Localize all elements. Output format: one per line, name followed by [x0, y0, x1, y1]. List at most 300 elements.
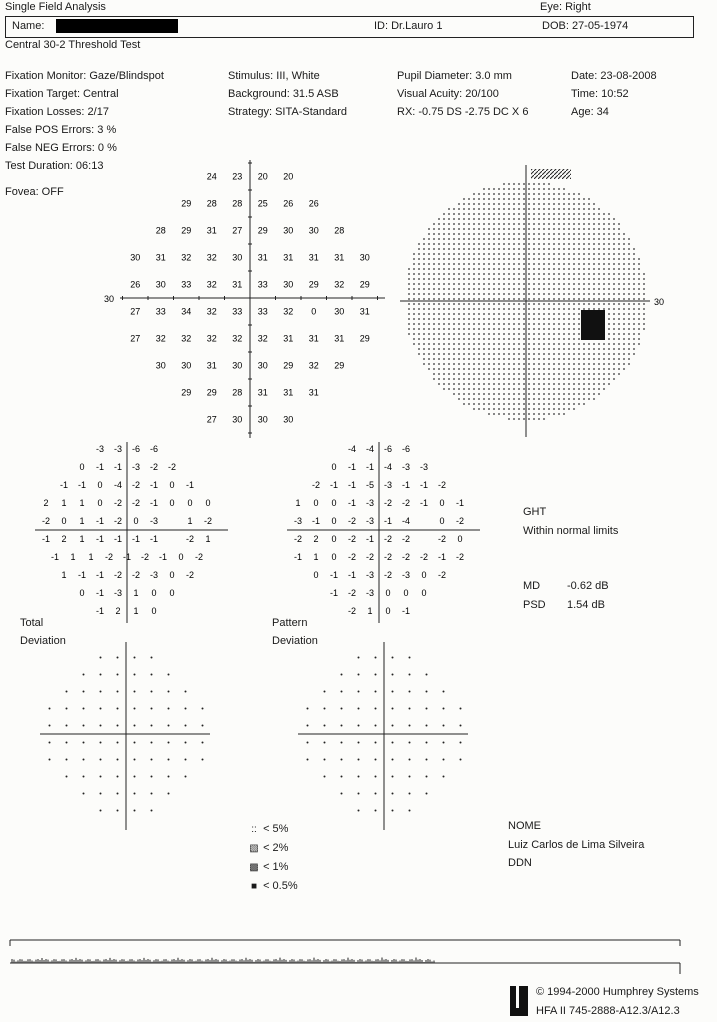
gray-dot	[488, 248, 490, 250]
gray-dot	[428, 258, 430, 260]
gray-dot	[553, 413, 555, 415]
threshold-value: 20	[283, 171, 294, 182]
gray-dot	[488, 328, 490, 330]
total-deviation-value: -1	[41, 534, 51, 544]
gray-dot	[633, 308, 635, 310]
probability-dot	[443, 708, 445, 710]
gray-dot	[548, 368, 550, 370]
gray-dot	[618, 338, 620, 340]
gray-dot	[448, 373, 450, 375]
gray-dot	[473, 198, 475, 200]
probability-dot	[341, 776, 343, 778]
threshold-value: 31	[283, 333, 294, 344]
gray-dot	[578, 403, 580, 405]
gray-dot	[583, 403, 585, 405]
gray-dot	[528, 218, 530, 220]
gray-dot	[438, 248, 440, 250]
gray-dot	[568, 193, 570, 195]
gray-dot	[443, 253, 445, 255]
gray-dot	[503, 368, 505, 370]
params-col3	[397, 67, 528, 121]
gray-dot	[523, 348, 525, 350]
gray-dot	[603, 263, 605, 265]
gray-dot	[623, 298, 625, 300]
gray-dot	[583, 348, 585, 350]
gray-dot	[598, 368, 600, 370]
pattern-deviation-value: -2	[383, 498, 393, 508]
gray-dot	[573, 258, 575, 260]
gray-dot	[563, 328, 565, 330]
gray-dot	[523, 268, 525, 270]
gray-dot	[548, 278, 550, 280]
gray-dot	[443, 333, 445, 335]
gray-dot	[468, 208, 470, 210]
gray-dot	[508, 413, 510, 415]
gray-dot	[488, 188, 490, 190]
gray-dot	[408, 298, 410, 300]
probability-dot	[117, 776, 119, 778]
gray-dot	[438, 283, 440, 285]
gray-dot	[573, 383, 575, 385]
threshold-value: 29	[308, 279, 319, 290]
probability-dot	[392, 708, 394, 710]
gray-dot	[458, 358, 460, 360]
pattern-deviation-numbers	[282, 440, 482, 625]
gray-dot	[523, 238, 525, 240]
gray-dot	[638, 318, 640, 320]
threshold-value: 32	[257, 333, 268, 344]
gray-dot	[413, 343, 415, 345]
gray-dot	[563, 288, 565, 290]
gray-dot	[553, 223, 555, 225]
gray-dot	[578, 358, 580, 360]
gray-dot	[583, 393, 585, 395]
gray-dot	[533, 278, 535, 280]
gray-dot	[628, 353, 630, 355]
gray-dot	[463, 398, 465, 400]
gray-dot	[638, 293, 640, 295]
gray-dot	[558, 318, 560, 320]
probability-dot	[168, 691, 170, 693]
gray-dot	[468, 393, 470, 395]
pattern-deviation-value: -3	[293, 516, 303, 526]
ght-label: GHT	[523, 506, 547, 518]
pattern-deviation-value: 1	[295, 498, 301, 508]
gray-dot	[603, 358, 605, 360]
gray-dot	[503, 373, 505, 375]
gray-dot	[593, 383, 595, 385]
gray-dot	[618, 278, 620, 280]
gray-dot	[513, 338, 515, 340]
gray-dot	[633, 303, 635, 305]
gray-dot	[533, 283, 535, 285]
gray-dot	[493, 253, 495, 255]
total-deviation-value: -3	[95, 444, 105, 454]
gray-dot	[498, 293, 500, 295]
threshold-value: 31	[257, 252, 268, 263]
probability-dot	[151, 674, 153, 676]
gray-dot	[508, 198, 510, 200]
gray-dot	[503, 303, 505, 305]
total-deviation-value: 0	[79, 462, 85, 472]
probability-dot	[168, 742, 170, 744]
gray-dot	[498, 358, 500, 360]
gray-dot	[428, 328, 430, 330]
gray-dot	[558, 293, 560, 295]
gray-dot	[618, 333, 620, 335]
gray-dot	[473, 248, 475, 250]
gray-dot	[473, 373, 475, 375]
gray-dot	[483, 358, 485, 360]
probability-dot	[83, 691, 85, 693]
pattern-deviation-value: -4	[401, 516, 411, 526]
gray-dot	[613, 233, 615, 235]
gray-dot	[413, 313, 415, 315]
gray-dot	[473, 358, 475, 360]
gray-dot	[453, 238, 455, 240]
gray-dot	[603, 288, 605, 290]
gray-dot	[593, 303, 595, 305]
gray-dot	[458, 348, 460, 350]
gray-dot	[573, 213, 575, 215]
test-time: Time: 10:52	[571, 88, 629, 100]
total-deviation-value: -2	[131, 498, 141, 508]
probability-dot	[151, 793, 153, 795]
gray-dot	[478, 388, 480, 390]
probability-dot	[341, 725, 343, 727]
gray-dot	[608, 243, 610, 245]
probability-dot	[443, 725, 445, 727]
gray-dot	[473, 398, 475, 400]
threshold-value: 27	[130, 306, 141, 317]
gray-dot	[473, 343, 475, 345]
gray-dot	[543, 298, 545, 300]
gray-dot	[473, 218, 475, 220]
gray-dot	[568, 393, 570, 395]
stimulus: Stimulus: III, White	[228, 70, 320, 82]
pattern-deviation-value: -2	[401, 534, 411, 544]
gray-dot	[528, 303, 530, 305]
gray-dot	[533, 358, 535, 360]
gray-dot	[578, 278, 580, 280]
gray-dot	[608, 338, 610, 340]
gray-dot	[623, 328, 625, 330]
gray-dot	[503, 228, 505, 230]
gray-dot	[483, 253, 485, 255]
probability-dot	[392, 725, 394, 727]
gray-dot	[478, 273, 480, 275]
gray-dot	[553, 193, 555, 195]
gray-dot	[483, 318, 485, 320]
gray-dot	[573, 378, 575, 380]
gray-dot	[543, 408, 545, 410]
gray-dot	[438, 348, 440, 350]
total-deviation-value: -1	[50, 552, 60, 562]
gray-dot	[448, 213, 450, 215]
gray-dot	[598, 243, 600, 245]
gray-dot	[518, 238, 520, 240]
gray-dot	[508, 298, 510, 300]
gray-dot	[523, 418, 525, 420]
gray-dot	[493, 198, 495, 200]
gray-dot	[608, 323, 610, 325]
probability-dot	[49, 725, 51, 727]
gray-dot	[463, 218, 465, 220]
gray-dot	[428, 308, 430, 310]
gray-dot	[513, 383, 515, 385]
gray-dot	[633, 353, 635, 355]
probability-dot	[392, 674, 394, 676]
gray-dot	[443, 248, 445, 250]
gray-dot	[598, 293, 600, 295]
gray-dot	[633, 248, 635, 250]
gray-dot	[433, 303, 435, 305]
gray-dot	[478, 363, 480, 365]
threshold-value: 32	[155, 333, 166, 344]
gray-dot	[633, 333, 635, 335]
gray-dot	[568, 223, 570, 225]
gray-dot	[458, 278, 460, 280]
gray-dot	[443, 268, 445, 270]
gray-dot	[513, 283, 515, 285]
gray-dot	[473, 318, 475, 320]
gray-dot	[458, 243, 460, 245]
pattern-deviation-value: -1	[329, 570, 339, 580]
gray-dot	[518, 243, 520, 245]
gray-dot	[478, 303, 480, 305]
threshold-value: 25	[257, 198, 268, 209]
gray-dot	[603, 233, 605, 235]
gray-dot	[603, 248, 605, 250]
gray-dot	[478, 203, 480, 205]
probability-dot	[117, 793, 119, 795]
pattern-deviation-value: 0	[439, 498, 445, 508]
gray-dot	[443, 283, 445, 285]
gray-dot	[523, 258, 525, 260]
gray-dot	[473, 323, 475, 325]
gray-dot	[553, 373, 555, 375]
gray-dot	[523, 378, 525, 380]
gray-dot	[593, 308, 595, 310]
gray-dot	[483, 378, 485, 380]
gray-dot	[543, 243, 545, 245]
gray-dot	[523, 273, 525, 275]
probability-dot	[100, 691, 102, 693]
probability-dot	[375, 725, 377, 727]
gray-dot	[523, 343, 525, 345]
gray-dot	[573, 203, 575, 205]
gray-dot	[583, 198, 585, 200]
gray-dot	[613, 353, 615, 355]
gray-dot	[563, 373, 565, 375]
gray-dot	[588, 383, 590, 385]
gray-dot	[468, 353, 470, 355]
gray-dot	[628, 298, 630, 300]
gray-dot	[453, 383, 455, 385]
gray-dot	[578, 368, 580, 370]
gray-dot	[553, 273, 555, 275]
gray-dot	[423, 348, 425, 350]
gray-dot	[463, 333, 465, 335]
gray-dot	[588, 198, 590, 200]
gray-dot	[563, 268, 565, 270]
probability-dot	[49, 742, 51, 744]
gray-dot	[453, 348, 455, 350]
copyright: © 1994-2000 Humphrey Systems	[536, 986, 699, 998]
gray-dot	[568, 358, 570, 360]
gray-dot	[618, 368, 620, 370]
gray-dot	[493, 268, 495, 270]
gray-dot	[533, 273, 535, 275]
gray-dot	[603, 223, 605, 225]
gray-dot	[603, 348, 605, 350]
gray-dot	[578, 383, 580, 385]
gray-dot	[603, 228, 605, 230]
gray-dot	[513, 243, 515, 245]
threshold-plot	[100, 160, 390, 438]
gray-dot	[543, 208, 545, 210]
gray-dot	[573, 313, 575, 315]
pattern-deviation-value: -2	[347, 552, 357, 562]
gray-dot	[483, 333, 485, 335]
gray-dot	[433, 348, 435, 350]
gray-dot	[548, 238, 550, 240]
gray-dot	[458, 368, 460, 370]
gray-dot	[433, 263, 435, 265]
gray-dot	[638, 303, 640, 305]
probability-dot	[134, 776, 136, 778]
gray-dot	[513, 228, 515, 230]
gray-dot	[563, 233, 565, 235]
gray-dot	[413, 333, 415, 335]
gray-dot	[433, 338, 435, 340]
gray-dot	[623, 303, 625, 305]
total-deviation-value: -6	[131, 444, 141, 454]
gray-dot	[593, 278, 595, 280]
gray-dot	[538, 308, 540, 310]
gray-dot	[518, 338, 520, 340]
gray-dot	[538, 218, 540, 220]
gray-dot	[518, 363, 520, 365]
gray-dot	[558, 383, 560, 385]
gray-dot	[613, 303, 615, 305]
gray-dot	[613, 253, 615, 255]
gray-dot	[483, 398, 485, 400]
probability-dot	[83, 708, 85, 710]
gray-dot	[533, 183, 535, 185]
gray-dot	[483, 308, 485, 310]
gray-dot	[593, 213, 595, 215]
gray-dot	[523, 383, 525, 385]
gray-dot	[438, 218, 440, 220]
gray-dot	[618, 308, 620, 310]
gray-dot	[538, 328, 540, 330]
gray-dot	[498, 198, 500, 200]
gray-dot	[528, 283, 530, 285]
gray-dot	[548, 188, 550, 190]
gray-dot	[473, 233, 475, 235]
gray-dot	[473, 363, 475, 365]
gray-dot	[408, 323, 410, 325]
gray-dot	[503, 218, 505, 220]
gray-dot	[448, 293, 450, 295]
gray-dot	[493, 343, 495, 345]
gray-dot	[573, 283, 575, 285]
gray-dot	[443, 313, 445, 315]
gray-dot	[448, 288, 450, 290]
gray-dot	[603, 278, 605, 280]
gray-dot	[608, 253, 610, 255]
threshold-value: 30	[359, 252, 370, 263]
gray-dot	[588, 218, 590, 220]
total-deviation-value: -3	[149, 570, 159, 580]
gray-dot	[608, 363, 610, 365]
threshold-value: 28	[232, 198, 243, 209]
probability-dot	[202, 759, 204, 761]
gray-dot	[468, 228, 470, 230]
pattern-deviation-value: -6	[401, 444, 411, 454]
gray-dot	[518, 393, 520, 395]
gray-dot	[623, 278, 625, 280]
gray-dot	[548, 318, 550, 320]
gray-dot	[548, 233, 550, 235]
probability-dot	[375, 759, 377, 761]
gray-dot	[433, 258, 435, 260]
gray-dot	[608, 238, 610, 240]
gray-dot	[408, 303, 410, 305]
threshold-value: 30	[155, 360, 166, 371]
gray-dot	[598, 358, 600, 360]
pattern-deviation-value: -2	[347, 534, 357, 544]
gray-dot	[628, 238, 630, 240]
gray-dot	[563, 338, 565, 340]
pattern-deviation-value: -3	[401, 570, 411, 580]
gray-dot	[528, 298, 530, 300]
gray-dot	[563, 313, 565, 315]
gray-dot	[413, 288, 415, 290]
gray-dot	[578, 303, 580, 305]
visual-acuity: Visual Acuity: 20/100	[397, 88, 499, 100]
gray-dot	[468, 233, 470, 235]
gray-dot	[548, 378, 550, 380]
gray-dot	[633, 268, 635, 270]
gray-dot	[618, 298, 620, 300]
gray-dot	[463, 348, 465, 350]
gray-dot	[633, 263, 635, 265]
gray-dot	[568, 328, 570, 330]
threshold-value: 31	[155, 252, 166, 263]
gray-dot	[498, 373, 500, 375]
gray-dot	[548, 218, 550, 220]
gray-dot	[473, 328, 475, 330]
gray-dot	[563, 258, 565, 260]
gray-dot	[463, 213, 465, 215]
gray-dot	[503, 313, 505, 315]
gray-dot	[503, 253, 505, 255]
gray-dot	[508, 363, 510, 365]
gray-dot	[548, 298, 550, 300]
gray-dot	[433, 358, 435, 360]
threshold-value: 31	[308, 333, 319, 344]
gray-dot	[543, 183, 545, 185]
gray-dot	[413, 258, 415, 260]
gray-dot	[623, 273, 625, 275]
total-deviation-value: -1	[149, 498, 159, 508]
gray-dot	[453, 343, 455, 345]
gray-dot	[533, 398, 535, 400]
gray-dot	[513, 343, 515, 345]
gray-dot	[453, 378, 455, 380]
